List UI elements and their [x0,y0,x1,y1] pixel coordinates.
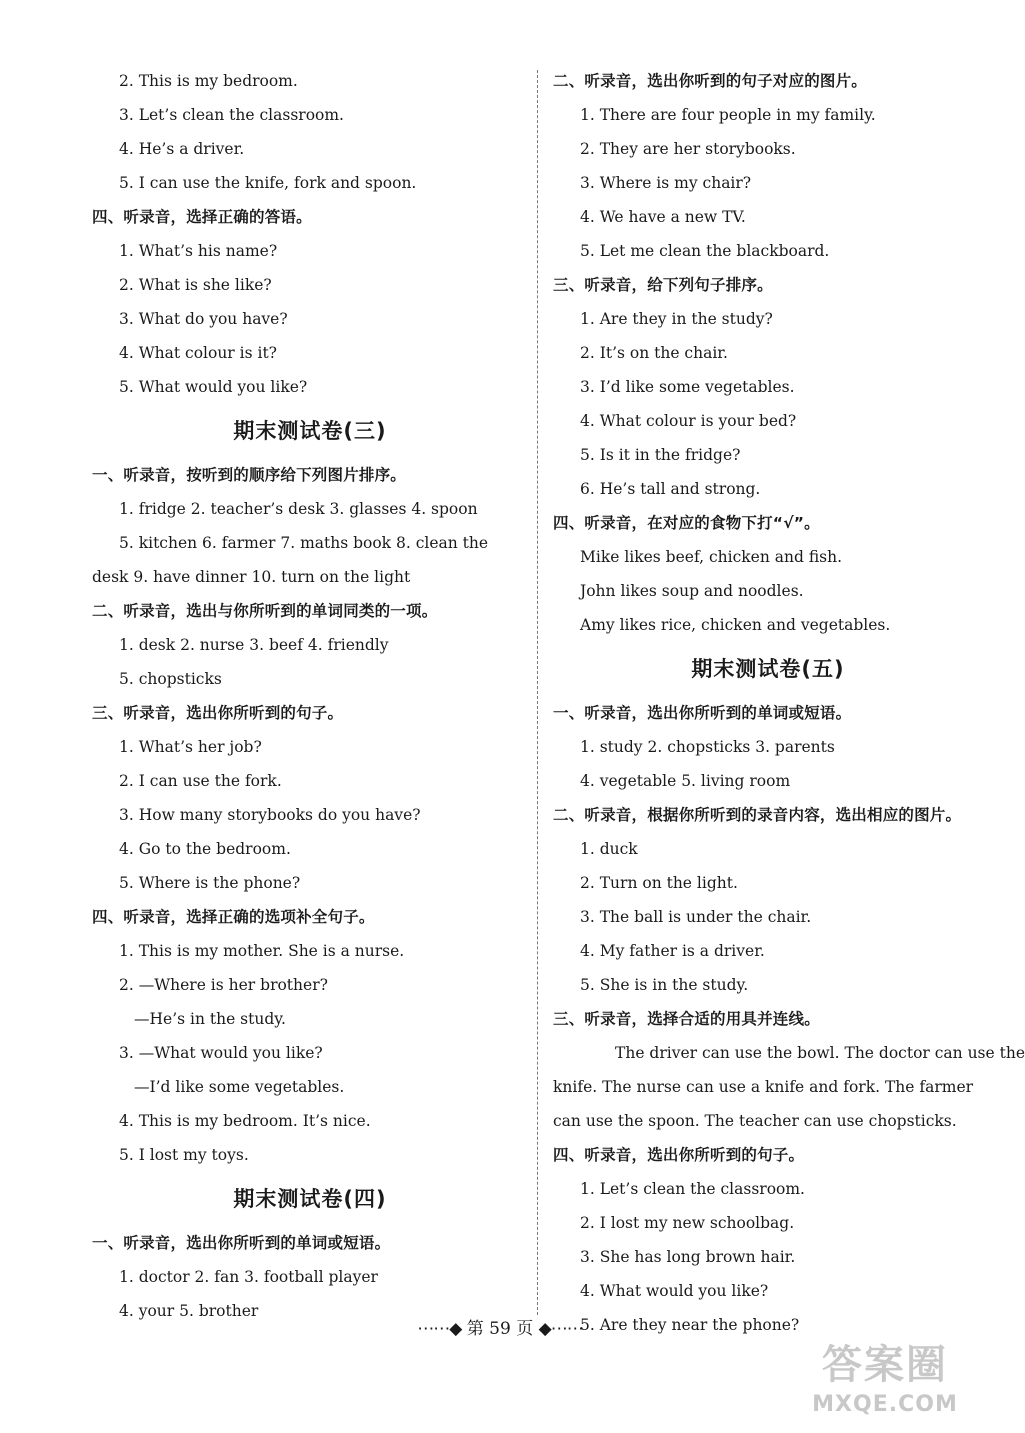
answer-line: 1. What’s her job? [119,738,262,756]
answer-line: 5. Let me clean the blackboard. [580,242,830,260]
answer-line: —He’s in the study. [134,1010,286,1028]
answer-line: 4. What colour is your bed? [580,412,797,430]
section-heading: 二、听录音，选出你听到的句子对应的图片。 [553,72,868,90]
section-heading: 四、听录音，选择正确的选项补全句子。 [92,908,375,926]
answer-line: 5. Is it in the fridge? [580,446,741,464]
paragraph-line: can use the spoon. The teacher can use chopsticks. [553,1112,957,1130]
test-title: 期末测试卷(四) [233,1187,387,1211]
answer-line: 2. I can use the fork. [119,772,282,790]
answer-line: 4. This is my bedroom. It’s nice. [119,1112,371,1130]
answer-line: 5. Where is the phone? [119,874,301,892]
right-column [553,64,1025,1342]
answer-line: 3. I’d like some vegetables. [580,378,795,396]
answer-line: 1. doctor 2. fan 3. football player [119,1268,378,1286]
answer-line: 1. Let’s clean the classroom. [580,1180,805,1198]
answer-line: 2. What is she like? [119,276,272,294]
paragraph-line: The driver can use the bowl. The doctor can use the [615,1044,1025,1062]
answer-line: 4. Go to the bedroom. [119,840,291,858]
answer-line: 3. The ball is under the chair. [580,908,812,926]
answer-line: 1. There are four people in my family. [580,106,876,124]
answer-line: 1. fridge 2. teacher’s desk 3. glasses 4. spoon [119,500,478,518]
section-heading: 四、听录音，选出你所听到的句子。 [553,1146,805,1164]
answer-line: 2. This is my bedroom. [119,72,298,90]
answer-line: 3. She has long brown hair. [580,1248,796,1266]
section-heading: 二、听录音，根据你所听到的录音内容，选出相应的图片。 [553,806,962,824]
section-heading: 一、听录音，选出你所听到的单词或短语。 [553,704,852,722]
answer-line: 3. How many storybooks do you have? [119,806,421,824]
test-title: 期末测试卷(五) [691,657,845,681]
footer-decoration-right: ◆⋯⋯ [538,1319,583,1339]
answer-line: John likes soup and noodles. [580,582,804,600]
page-number: 第 59 页 [466,1319,534,1339]
answer-line: 5. kitchen 6. farmer 7. maths book 8. clean the [119,534,489,552]
answer-line: 4. vegetable 5. living room [580,772,791,790]
section-heading: 三、听录音，给下列句子排序。 [553,276,773,294]
left-column [92,64,528,1328]
answer-line: 5. chopsticks [119,670,222,688]
answer-line: 5. I can use the knife, fork and spoon. [119,174,417,192]
paragraph-line: knife. The nurse can use a knife and fork. The farmer [553,1078,974,1096]
answer-line: Amy likes rice, chicken and vegetables. [580,616,891,634]
answer-line: 2. I lost my new schoolbag. [580,1214,795,1232]
answer-line: 2. —Where is her brother? [119,976,328,994]
section-heading: 四、听录音，在对应的食物下打“√”。 [553,514,820,532]
answer-line: 3. —What would you like? [119,1044,323,1062]
answer-line: 5. She is in the study. [580,976,749,994]
answer-line: 4. What would you like? [580,1282,769,1300]
answer-line: 1. desk 2. nurse 3. beef 4. friendly [119,636,389,654]
answer-line: 4. He’s a driver. [119,140,245,158]
answer-line: 2. Turn on the light. [580,874,738,892]
answer-line: 1. study 2. chopsticks 3. parents [580,738,835,756]
section-heading: 三、听录音，选出你所听到的句子。 [92,704,344,722]
answer-line: Mike likes beef, chicken and fish. [580,548,843,566]
answer-line: 4. My father is a driver. [580,942,765,960]
answer-line: 1. What’s his name? [119,242,278,260]
section-heading: 二、听录音，选出与你所听到的单词同类的一项。 [92,602,438,620]
answer-line: 1. duck [580,840,638,858]
answer-line: 4. We have a new TV. [580,208,746,226]
answer-line: 5. What would you like? [119,378,308,396]
answer-line: 4. your 5. brother [119,1302,259,1320]
answer-line: desk 9. have dinner 10. turn on the light [92,568,411,586]
section-heading: 四、听录音，选择正确的答语。 [92,208,312,226]
answer-line: 1. This is my mother. She is a nurse. [119,942,405,960]
watermark-text: 答案圈 [822,1342,948,1388]
footer-decoration-left: ⋯⋯◆ [417,1319,462,1339]
answer-line: 1. Are they in the study? [580,310,773,328]
answer-line: 4. What colour is it? [119,344,277,362]
section-heading: 三、听录音，选择合适的用具并连线。 [553,1010,820,1028]
watermark-logo [790,1340,980,1430]
section-heading: 一、听录音，按听到的顺序给下列图片排序。 [92,466,407,484]
answer-line: 3. Where is my chair? [580,174,752,192]
answer-line: —I’d like some vegetables. [134,1078,345,1096]
answer-line: 2. They are her storybooks. [580,140,796,158]
column-divider [537,70,538,1315]
answer-line: 2. It’s on the chair. [580,344,728,362]
watermark-url: MXQE.COM [812,1392,958,1417]
answer-line: 3. What do you have? [119,310,288,328]
answer-line: 5. Are they near the phone? [580,1316,800,1334]
answer-line: 6. He’s tall and strong. [580,480,761,498]
test-title: 期末测试卷(三) [233,419,387,443]
answer-line: 5. I lost my toys. [119,1146,249,1164]
answer-line: 3. Let’s clean the classroom. [119,106,344,124]
section-heading: 一、听录音，选出你所听到的单词或短语。 [92,1234,391,1252]
